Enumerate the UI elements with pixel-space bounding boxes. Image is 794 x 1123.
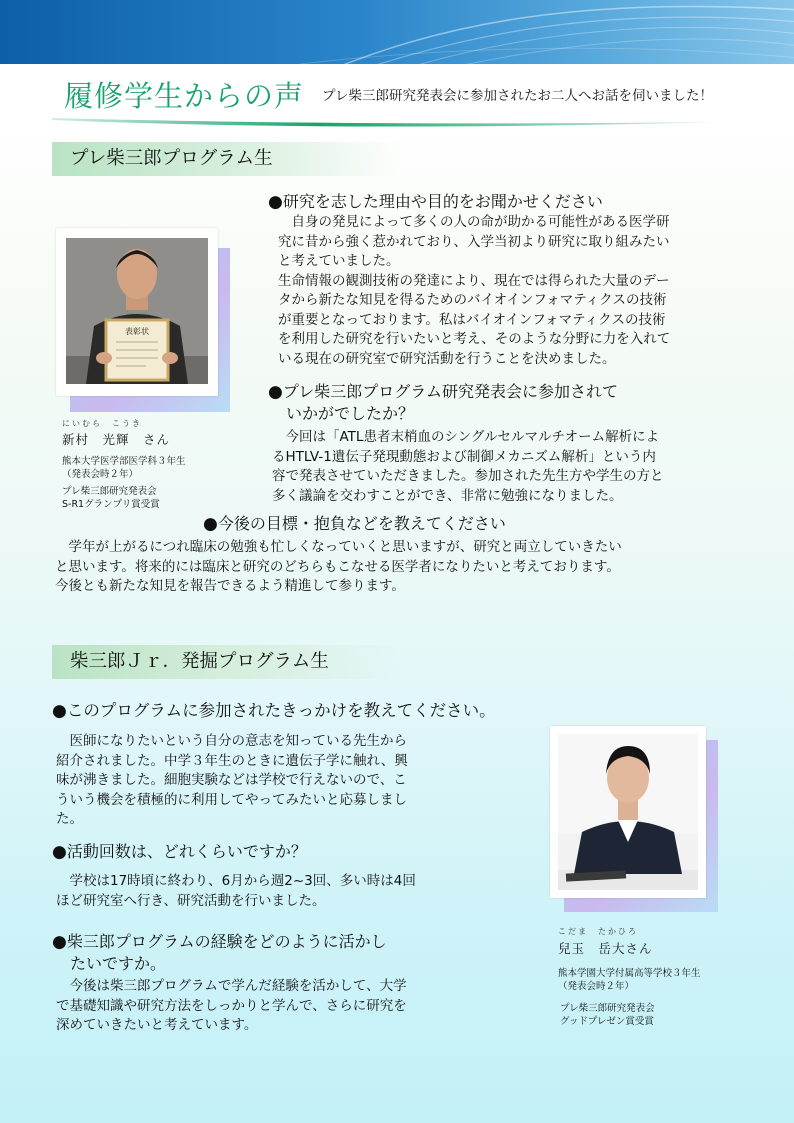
question-heading bbox=[268, 191, 603, 213]
answer-line: 医師になりたいという自分の意志を知っている先生から bbox=[56, 733, 407, 749]
affiliation-line: （発表会時２年） bbox=[62, 468, 139, 480]
student-name-reading: にいむら こうき bbox=[62, 419, 142, 428]
answer-line: を利用した研究を行いたいと考え、そのような分野に力を入れて bbox=[278, 331, 671, 347]
answer-line: 学校は17時頃に終わり、6月から週2~3回、多い時は4回 bbox=[56, 873, 416, 889]
bullet-icon: ● bbox=[203, 514, 218, 534]
student-portrait-image bbox=[66, 238, 208, 384]
answer-line: 今後とも新たな知見を報告できるよう精進して参ります。 bbox=[55, 578, 405, 594]
student-name: 新村 光輝 さん bbox=[62, 432, 171, 447]
question-text: たいですか。 bbox=[70, 954, 167, 973]
answer-text bbox=[55, 538, 622, 597]
section-heading-pre-shibasaburo: プレ柴三郎プログラム生 bbox=[52, 142, 400, 176]
student-photo-kodama bbox=[550, 726, 718, 912]
answer-line: ういう機会を積極的に利用してやってみたいと応募しまし bbox=[56, 791, 407, 808]
question-text: プレ柴三郎プログラム研究発表会に参加されて bbox=[282, 382, 619, 401]
answer-line: 今回は「ATL患者末梢血のシングルセルマルチオーム解析によ bbox=[272, 429, 660, 445]
answer-line: るHTLV-1遺伝子発現動態および制御メカニズム解析」という内 bbox=[272, 448, 656, 465]
student-award bbox=[560, 1003, 655, 1028]
answer-text bbox=[278, 213, 670, 369]
question-heading bbox=[52, 931, 387, 974]
header-band bbox=[0, 0, 794, 64]
award-line: プレ柴三郎研究発表会 bbox=[560, 1003, 655, 1014]
bullet-icon: ● bbox=[52, 701, 67, 721]
answer-line: 紹介されました。中学３年生のときに遺伝子学に触れ、興 bbox=[56, 752, 408, 769]
question-heading bbox=[52, 841, 307, 863]
answer-text bbox=[56, 977, 407, 1036]
page-title: 履修学生からの声 bbox=[64, 79, 305, 113]
certificate-text: 表彰状 bbox=[125, 327, 149, 336]
bullet-icon: ● bbox=[52, 842, 67, 862]
answer-line: ほど研究室へ行き、研究活動を行いました。 bbox=[56, 892, 326, 909]
answer-text bbox=[56, 732, 408, 830]
bullet-icon: ● bbox=[268, 192, 283, 212]
header-wave-decoration bbox=[0, 0, 794, 64]
question-heading bbox=[52, 700, 496, 722]
question-text: 柴三郎プログラムの経験をどのように活かし bbox=[66, 932, 387, 951]
answer-line: で基礎知識や研究方法をしっかりと学んで、さらに研究を bbox=[56, 997, 407, 1014]
answer-line: 自身の発見によって多くの人の命が助かる可能性がある医学研 bbox=[278, 214, 670, 230]
bullet-icon: ● bbox=[52, 932, 67, 952]
answer-line: が重要となっております。私はバイオインフォマティクスの技術 bbox=[278, 311, 666, 328]
answer-text bbox=[272, 428, 664, 506]
question-text: いかがでしたか？ bbox=[286, 404, 415, 423]
answer-line: 味が沸きました。細胞実験などは学校で行えないので、こ bbox=[56, 772, 407, 788]
student-photo-niimura bbox=[56, 228, 232, 412]
question-text: 研究を志した理由や目的をお聞かせください bbox=[282, 192, 603, 211]
answer-text bbox=[56, 872, 416, 911]
answer-line: 多く議論を交わすことができ、非常に勉強になりました。 bbox=[272, 487, 623, 504]
question-text: 今後の目標・抱負などを教えてください bbox=[217, 514, 506, 533]
section-heading-jr-program: 柴三郎Ｊｒ．発掘プログラム生 bbox=[52, 645, 400, 679]
affiliation-line: （発表会時２年） bbox=[558, 980, 635, 992]
question-text: 活動回数は、どれくらいですか？ bbox=[66, 842, 307, 861]
answer-line: 学年が上がるにつれ臨床の勉強も忙しくなっていくと思いますが、研究と両立していきたい bbox=[55, 539, 622, 555]
award-line: グッドプレゼン賞受賞 bbox=[560, 1015, 654, 1027]
page-subtitle: プレ柴三郎研究発表会に参加されたお二人へお話を伺いました！ bbox=[322, 88, 713, 104]
student-portrait-image bbox=[558, 734, 698, 890]
student-award bbox=[62, 486, 160, 511]
answer-line: 深めていきたいと考えています。 bbox=[56, 1017, 258, 1033]
student-affiliation bbox=[62, 456, 186, 481]
answer-line: タから新たな知見を得るためのバイオインフォマティクスの技術 bbox=[278, 292, 667, 308]
answer-line: と思います。将来的には臨床と研究のどちらもこなせる医学者になりたいと考えております。 bbox=[55, 558, 620, 575]
student-affiliation bbox=[558, 968, 701, 993]
answer-line: 今後は柴三郎プログラムで学んだ経験を活かして、大学 bbox=[56, 978, 407, 994]
answer-line: た。 bbox=[56, 811, 83, 827]
answer-line: いる現在の研究室で研究活動を行うことを決めました。 bbox=[278, 350, 616, 367]
bullet-icon: ● bbox=[268, 382, 283, 402]
award-line: プレ柴三郎研究発表会 bbox=[62, 486, 157, 497]
question-heading bbox=[268, 381, 618, 424]
student-name-reading: こだま たかひろ bbox=[558, 927, 638, 936]
answer-line: 生命情報の観測技術の発達により、現在では得られた大量のデー bbox=[278, 272, 670, 289]
answer-line: 容で発表させていただきました。参加された先生方や学生の方と bbox=[272, 468, 664, 484]
affiliation-line: 熊本大学医学部医学科３年生 bbox=[62, 456, 186, 467]
answer-line: と考えていました。 bbox=[278, 253, 400, 269]
question-heading bbox=[203, 513, 506, 535]
title-underline-swoosh bbox=[50, 108, 730, 128]
student-name: 兒玉 岳大さん bbox=[558, 941, 653, 956]
affiliation-line: 熊本学園大学付属高等学校３年生 bbox=[558, 968, 701, 979]
answer-line: 究に昔から強く惹かれており、入学当初より研究に取り組みたい bbox=[278, 233, 670, 250]
award-line: S-R1グランプリ賞受賞 bbox=[62, 498, 160, 510]
question-text: このプログラムに参加されたきっかけを教えてください。 bbox=[66, 701, 496, 720]
